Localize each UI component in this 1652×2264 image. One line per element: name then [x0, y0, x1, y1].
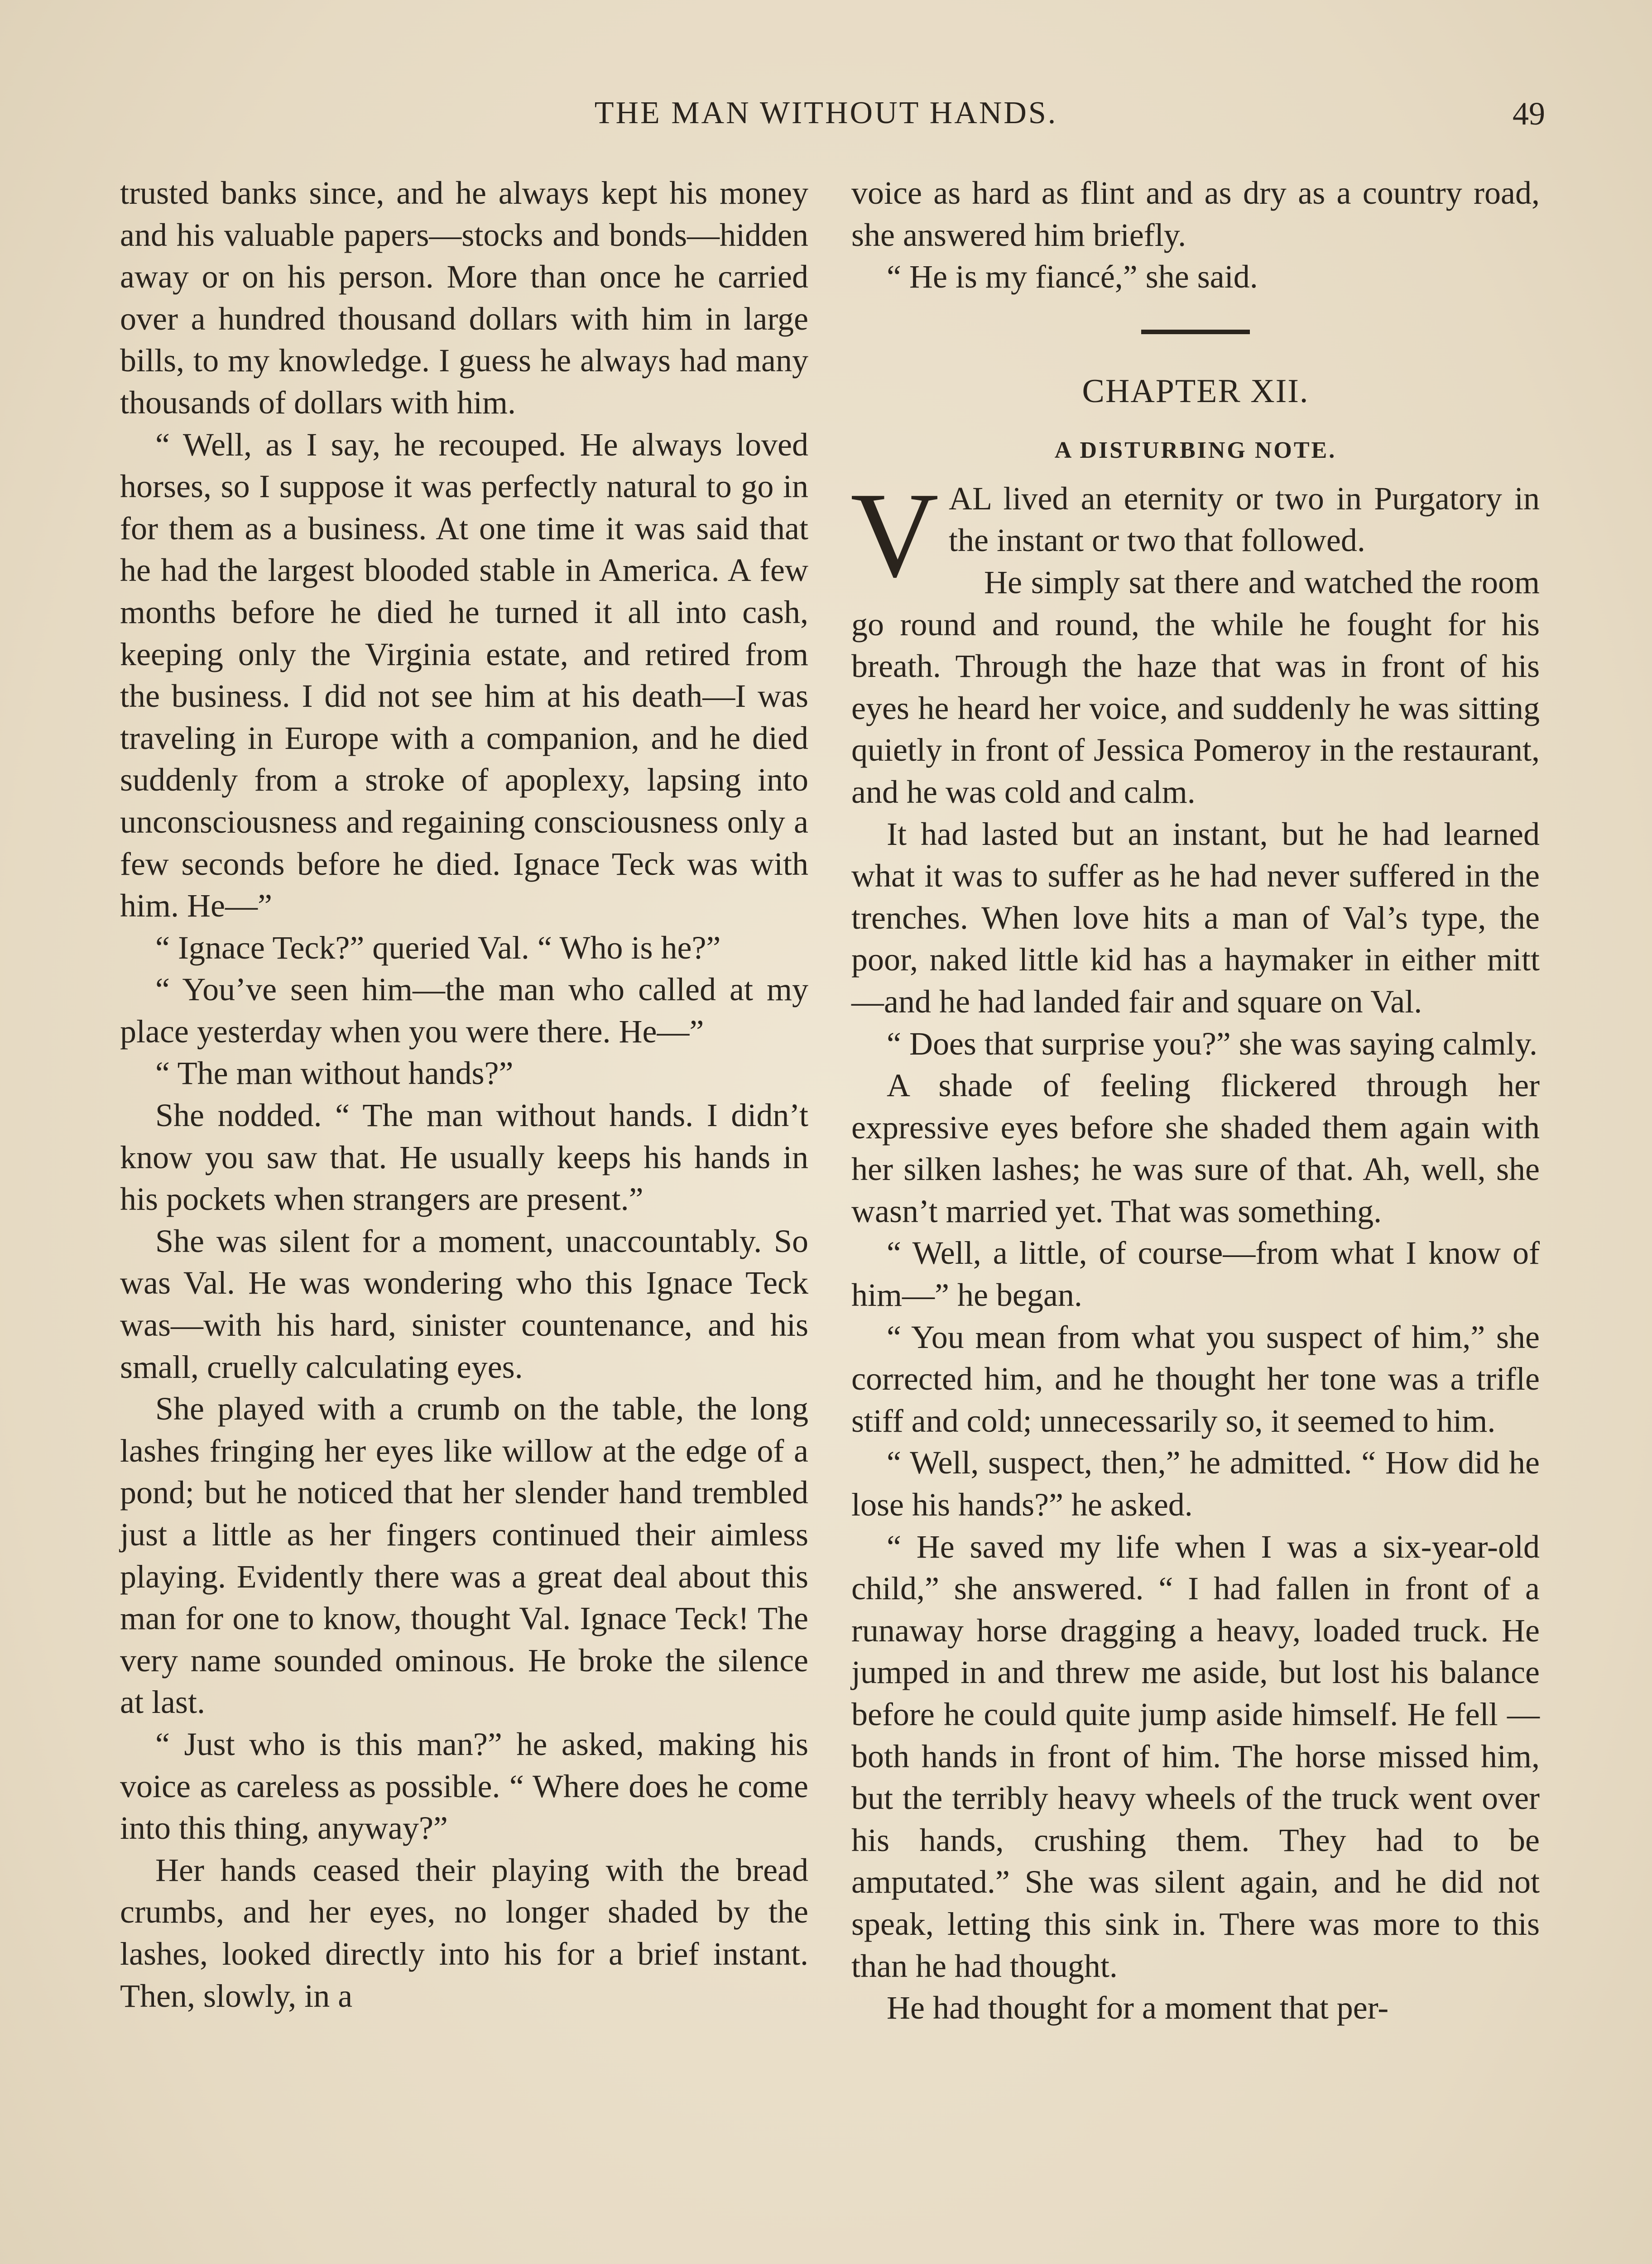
paragraph: “ He saved my life when I was a six-year-old child,” she answered. “ I had fallen in front of a runaway horse dragging a heavy, loaded truck. He jumped in and threw me aside, but lost his balance before he could quite jump aside himself. He fell —both hands in front of him. The horse missed him, but the terribly heavy wheels of the truck went over his hands, crushing them. They had to be amputated.” She was silent again, and he did not speak, letting this sink in. There was more to this than he had thought.: [851, 1528, 1540, 1984]
paragraph: “ Well, a little, of course—from what I know of him—” he began.: [851, 1235, 1540, 1314]
paragraph: She played with a crumb on the table, the long lashes fringing her eyes like willow at the edge of a pond; but he noticed that her slender hand trembled just a little as her fingers continued their aimless playing. Evidently there was a great deal about this man for one to know, thought Val. Ignace Teck! The very name sounded ominous. He broke the silence at last.: [120, 1391, 808, 1721]
paragraph: It had lasted but an instant, but he had learned what it was to suffer as he had never suffered in the trenches. When love hits a man of Val’s type, the poor, naked little kid has a haymaker in either mitt—and he had landed fair and square on Val.: [851, 815, 1540, 1020]
page-number: 49: [1513, 96, 1545, 132]
paragraph: “ Ignace Teck?” queried Val. “ Who is he?”: [155, 929, 721, 966]
paragraph: “ Well, suspect, then,” he admitted. “ How did he lose his hands?” he asked.: [851, 1444, 1540, 1523]
paragraph: “ You mean from what you suspect of him,” she corrected him, and he thought her tone was a trifle stiff and cold; unnecessarily so, it seemed to him.: [851, 1319, 1540, 1439]
drop-cap: V: [850, 467, 939, 603]
paragraph: He simply sat there and watched the room go round and round, the while he fought for his breath. Through the haze that was in front of his eyes he heard her voice, and suddenly he was sitting quietly in front of Jessica Pomeroy in the restaurant, and he was cold and calm.: [851, 564, 1540, 810]
section-divider: [1141, 330, 1250, 334]
chapter-opening-paragraph: [850, 467, 1540, 603]
paragraph: voice as hard as flint and as dry as a country road, she answered him briefly.: [851, 175, 1540, 253]
paragraph: “ Well, as I say, he recouped. He always loved horses, so I suppose it was perfectly natural to go in for them as a business. At one time it was said that he had the largest blooded stable in America. A few months before he died he turned it all into cash, keeping only the Virginia estate, and retired from the business. I did not see him at his death—I was traveling in Europe with a companion, and he died suddenly from a stroke of apoplexy, lapsing into unconsciousness and regaining consciousness only a few seconds before he died. Ignace Teck was with him. He—”: [120, 426, 808, 924]
paragraph: She nodded. “ The man without hands. I didn’t know you saw that. He usually keeps his hands in his pockets when strangers are present.”: [120, 1097, 808, 1218]
chapter-subtitle: A DISTURBING NOTE.: [1054, 437, 1337, 463]
paragraph: He had thought for a moment that per-: [887, 1990, 1389, 2026]
running-header-title: THE MAN WITHOUT HANDS.: [594, 96, 1058, 130]
paragraph: She was silent for a moment, unaccountably. So was Val. He was wondering who this Ignace Teck was—with his hard, sinister countenance, and his small, cruelly calculating eyes.: [120, 1223, 808, 1385]
left-column: [120, 172, 808, 2017]
paragraph: Her hands ceased their playing with the bread crumbs, and her eyes, no longer shaded by the lashes, looked directly into his for a brief instant. Then, slowly, in a: [120, 1851, 808, 2014]
paragraph: “ Does that surprise you?” she was saying calmly.: [887, 1025, 1537, 1062]
paragraph: “ He is my fiancé,” she said.: [887, 259, 1258, 295]
paragraph: “ Just who is this man?” he asked, making his voice as careless as possible. “ Where does he come into this thing, anyway?”: [120, 1726, 808, 1847]
chapter-title: CHAPTER XII.: [1082, 372, 1309, 410]
paragraph: “ The man without hands?”: [155, 1055, 514, 1092]
opening-text: AL lived an eternity or two in Purgatory in the instant or two that followed.: [949, 480, 1540, 559]
right-column: [851, 172, 1540, 2029]
paragraph: “ You’ve seen him—the man who called at my place yesterday when you were there. He—”: [120, 971, 808, 1050]
paragraph: A shade of feeling flickered through her expressive eyes before she shaded them again with her silken lashes; he was sure of that. Ah, well, she wasn’t married yet. That was something.: [851, 1067, 1540, 1229]
paragraph: trusted banks since, and he always kept his money and his valuable papers—stocks and bonds—hidden away or on his person. More than once he carried over a hundred thousand dollars with him in large bills, to my knowledge. I guess he always had many thousands of dollars with him.: [120, 175, 808, 421]
